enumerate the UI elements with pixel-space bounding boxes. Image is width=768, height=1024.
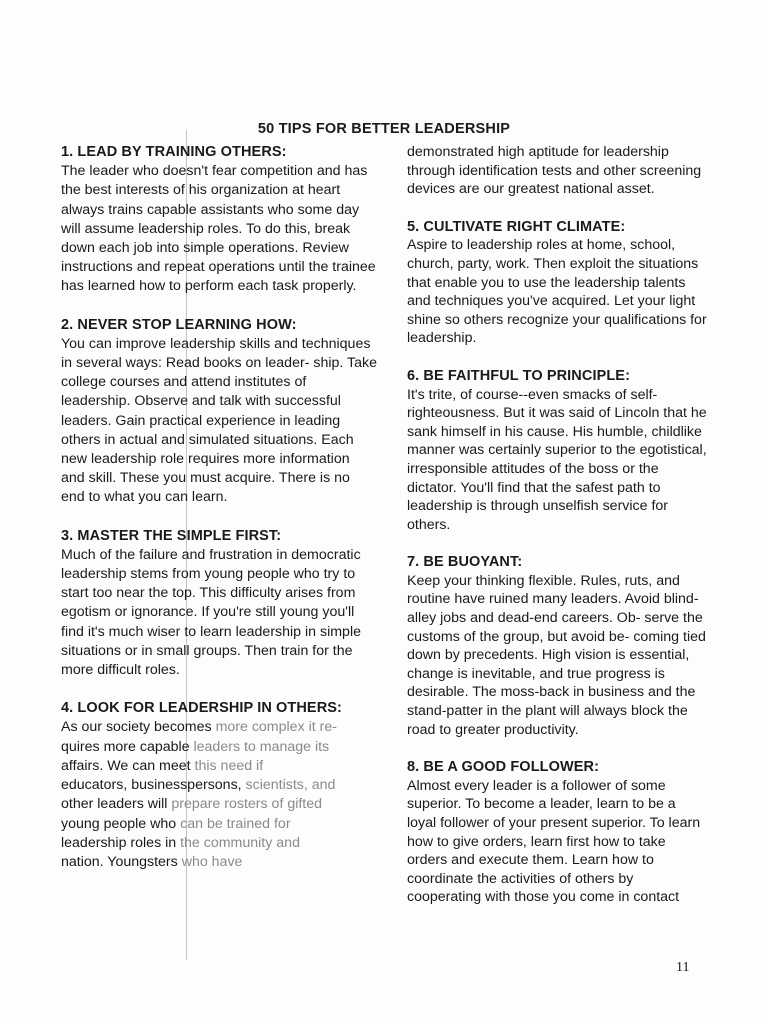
left-column [61,143,377,891]
tip-body: Aspire to leadership roles at home, school, church, party, work. Then exploit the situations that enable you to use the leadership talents and techniques you've acquired. Let your light shine so others recognize your qualifications for leadership. [407,237,707,347]
tip-body: Almost every leader is a follower of some superior. To become a leader, learn to be a loyal follower of your present superior. To learn how to give orders, learn first how to take orders and execute them. Learn how to coordinate the activities of others by cooperating with those you come in contact [407,777,701,906]
tip-heading: 4. LOOK FOR LEADERSHIP IN OTHERS: [61,700,342,717]
page-title: 50 TIPS FOR BETTER LEADERSHIP [257,121,511,137]
tip-heading: 3. MASTER THE SIMPLE FIRST: [61,527,282,544]
tip-section [407,758,707,907]
body-line: other leaders will prepare rosters of gifted [61,796,323,813]
tip-section [61,527,377,681]
right-column [407,143,707,926]
body-line: affairs. We can meet this need if [61,757,264,774]
body-line: quires more capable leaders to manage its [61,738,330,755]
tip-body: Keep your thinking flexible. Rules, ruts, and routine have ruined many leaders. Avoid blind-alley jobs and dead-end careers. Ob- serve the customs of the group, but avoid be- coming tied down by precedents. High vision is essential, change is inevitable, and true progress is desirable. The moss-back in business and the stand-patter in the plant will always block the road to greater productivity. [407,572,706,738]
tip-heading: 5. CULTIVATE RIGHT CLIMATE: [407,218,626,235]
tip-body: demonstrated high aptitude for leadership through identification tests and other screening devices are our greatest national asset. [407,144,702,198]
tip-section [407,218,707,348]
tip-heading: 2. NEVER STOP LEARNING HOW: [61,316,297,333]
tip-body: The leader who doesn't fear competition and has the best interests of his organization at heart always trains capable assistants who some day will assume leadership roles. To do this, break down each job into simple operations. Review instructions and repeat operations until the trainee has learned how to perform each task properly. [61,163,376,295]
body-line: leadership roles in the community and [61,834,300,851]
body-line: young people who can be trained for [61,815,291,832]
tip-section [61,699,377,872]
tip-body: You can improve leadership skills and techniques in several ways: Read books on leader- ship. Take college courses and attend institutes of leadership. Observe and talk with successful leaders. Gain practical experience in leading others in actual and simulated situations. Each new leadership role requires more information and skill. These you must acquire. There is no end to what you can learn. [61,335,377,506]
tip-section [61,143,377,297]
tip-heading: 1. LEAD BY TRAINING OTHERS: [61,144,287,160]
tip-section [61,316,377,508]
tip-continuation [407,143,707,199]
body-line: educators, businesspersons, scientists, and [61,777,336,794]
tip-section [407,367,707,534]
page-number: 11 [676,960,690,975]
body-line: As our society becomes more complex it re- [61,719,337,736]
tip-heading: 8. BE A GOOD FOLLOWER: [407,759,600,776]
body-line: nation. Youngsters who have [61,853,243,870]
tip-section [407,553,707,739]
tip-body [61,718,377,872]
tip-heading: 6. BE FAITHFUL TO PRINCIPLE: [407,367,631,384]
tip-heading: 7. BE BUOYANT: [407,554,523,571]
tip-body: Much of the failure and frustration in democratic leadership stems from young people who try to start too near the top. This difficulty arises from egotism or ignorance. If you're still young you'll find it's much wiser to learn leadership in simple situations or in small groups. Then train for the more difficult roles. [61,546,361,679]
tip-body: It's trite, of course--even smacks of self-righteousness. But it was said of Lincoln that he sank himself in his cause. His humble, childlike manner was certainly superior to the egotistical, irresponsible attitudes of the boss or the dictator. You'll find that the safest path to leadership is through unselfish service for others. [407,386,707,533]
